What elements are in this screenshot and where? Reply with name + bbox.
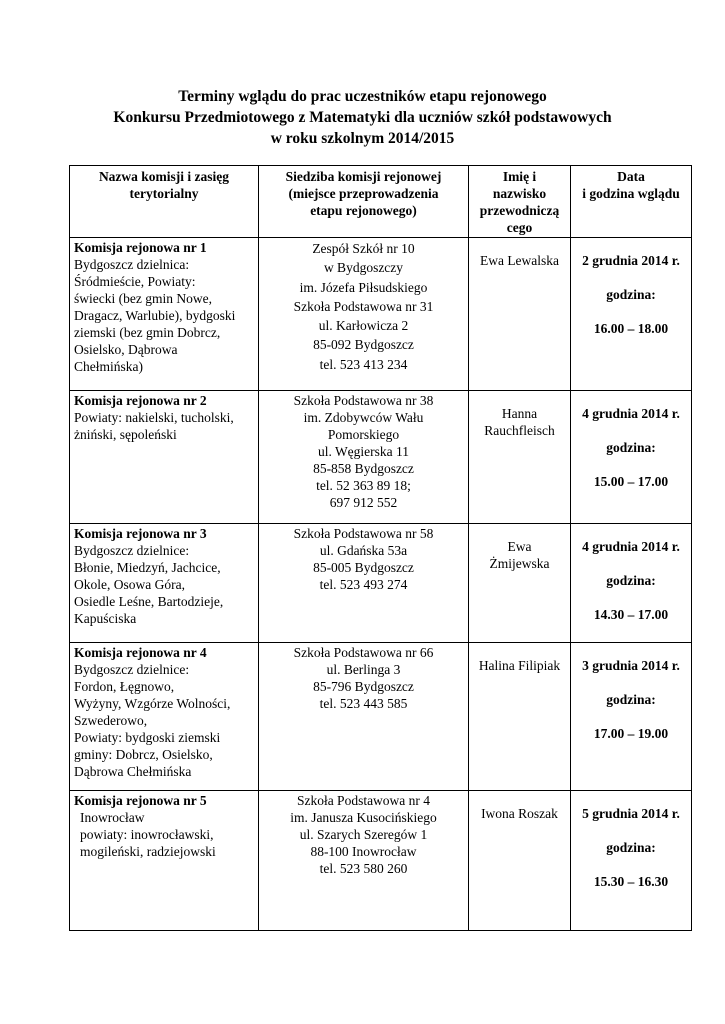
seat-line: 85-858 Bydgoszcz — [313, 461, 414, 476]
seat-line: ul. Szarych Szeregów 1 — [299, 827, 428, 842]
table-row — [70, 643, 692, 791]
header-text: (miejsce przeprowadzenia — [288, 186, 439, 201]
seat-line: ul. Węgierska 11 — [317, 444, 410, 459]
chair-cell — [469, 791, 571, 931]
seat-line: tel. 523 580 260 — [319, 861, 408, 876]
seat-line: Szkoła Podstawowa nr 58 — [293, 526, 434, 541]
header-text: Imię i — [502, 169, 537, 184]
header-text: Data — [617, 169, 645, 184]
table-row — [70, 791, 692, 931]
area-line: Powiaty: bydgoski ziemski — [74, 730, 221, 745]
chair-name: Ewa — [507, 539, 532, 554]
seat-line: im. Józefa Piłsudskiego — [299, 279, 428, 295]
area-line: gminy: Dobrcz, Osielsko, — [74, 747, 213, 762]
seat-cell — [259, 391, 469, 524]
header-text: cego — [506, 220, 533, 235]
seat-cell — [259, 791, 469, 931]
table-row — [70, 391, 692, 524]
date-cell — [571, 524, 692, 643]
schedule-table — [69, 165, 692, 931]
area-line: Okole, Osowa Góra, — [74, 577, 185, 592]
seat-line: ul. Karłowicza 2 — [318, 318, 409, 334]
area-line: mogileński, radziejowski — [80, 844, 216, 859]
date-cell — [571, 643, 692, 791]
hours-value: 15.00 – 17.00 — [593, 474, 669, 489]
commission-cell — [70, 791, 259, 931]
area-line: Szwederowo, — [74, 713, 148, 728]
document-title — [0, 86, 725, 149]
date-cell — [571, 238, 692, 391]
seat-line: 697 912 552 — [329, 495, 398, 510]
header-text: etapu rejonowego) — [310, 203, 417, 218]
seat-line: tel. 523 493 274 — [319, 577, 408, 592]
commission-name: Komisja rejonowa nr 3 — [74, 526, 207, 541]
seat-line: Szkoła Podstawowa nr 66 — [293, 645, 434, 660]
area-line: Dragacz, Warlubie), bydgoski — [74, 308, 236, 323]
chair-cell — [469, 524, 571, 643]
area-line: Dąbrowa Chełmińska — [74, 764, 192, 779]
seat-line: 85-796 Bydgoszcz — [313, 679, 414, 694]
area-line: Osielsko, Dąbrowa — [74, 342, 178, 357]
area-line: Śródmieście, Powiaty: — [74, 274, 196, 289]
area-line: Kapuścisk​a — [74, 611, 137, 626]
seat-line: 85-005 Bydgoszcz — [313, 560, 414, 575]
seat-line: Zespół Szkół nr 10 — [312, 241, 415, 256]
commission-cell — [70, 238, 259, 391]
seat-line: Pomorskiego — [327, 427, 400, 442]
table-header-row — [70, 166, 692, 238]
hours-value: 14.30 – 17.00 — [593, 607, 669, 622]
area-line: Bydgoszcz dzielnice: — [74, 543, 190, 558]
title-line-1: Terminy wglądu do prac uczestników etapu rejonowego — [178, 88, 547, 105]
area-line: Bydgoszcz dzielnice: — [74, 662, 190, 677]
hour-label: godzina: — [606, 440, 656, 455]
date-value: 4 grudnia 2014 r. — [582, 406, 680, 421]
area-line: powiaty: inowrocławski, — [80, 827, 214, 842]
area-line: ziemski (bez gmin Dobrcz, — [74, 325, 221, 340]
hour-label: godzina: — [606, 692, 656, 707]
header-seat — [259, 166, 469, 238]
date-value: 5 grudnia 2014 r. — [582, 806, 680, 821]
seat-cell — [259, 643, 469, 791]
area-line: Fordon, Łęgnowo, — [74, 679, 175, 694]
seat-line: Szkoła Podstawowa nr 4 — [296, 793, 431, 808]
date-value: 2 grudnia 2014 r. — [582, 253, 680, 268]
seat-line: 85-092 Bydgoszcz — [313, 337, 414, 353]
chair-name: Halina Filipiak — [478, 658, 561, 673]
hour-label: godzina: — [606, 287, 656, 302]
seat-line: tel. 523 413 234 — [319, 356, 408, 372]
header-text: przewodniczą — [479, 203, 560, 218]
area-line: świecki (bez gmin Nowe, — [74, 291, 212, 306]
seat-line: 88-100 Inowrocław — [310, 844, 417, 859]
commission-cell — [70, 643, 259, 791]
chair-cell — [469, 643, 571, 791]
chair-name: Iwona Roszak — [481, 806, 558, 821]
header-text: Siedziba komisji rejonowej — [285, 169, 442, 184]
header-text: i godzina wglądu — [582, 186, 680, 201]
seat-line: im. Zdobywców Wału — [303, 410, 424, 425]
area-line: Bydgoszcz dzielnica: — [74, 257, 190, 272]
commission-cell — [70, 524, 259, 643]
seat-line: w Bydgoszczy — [323, 260, 404, 276]
date-value: 3 grudnia 2014 r. — [582, 658, 680, 673]
title-line-2: Konkursu Przedmiotowego z Matematyki dla uczniów szkół podstawowych — [113, 109, 612, 126]
header-date — [571, 166, 692, 238]
area-line: Osiedle Leśne, Bartodzieje, — [74, 594, 224, 609]
seat-line: ul. Gdańska 53a — [319, 543, 408, 558]
area-line: Wyżyny, Wzgórze Wolności, — [74, 696, 231, 711]
seat-line: im. Janusza Kusocińskiego — [290, 810, 437, 825]
header-chair — [469, 166, 571, 238]
date-cell — [571, 391, 692, 524]
date-cell — [571, 791, 692, 931]
seat-cell — [259, 238, 469, 391]
hours-value: 16.00 – 18.00 — [593, 321, 669, 336]
header-text: nazwisko — [492, 186, 547, 201]
hours-value: 17.00 – 19.00 — [593, 726, 669, 741]
header-text: terytorialny — [129, 186, 199, 201]
chair-name: Żmijewska — [489, 556, 550, 571]
table-row — [70, 238, 692, 391]
seat-line: ul. Berlinga 3 — [326, 662, 401, 677]
header-text: Nazwa komisji i zasięg — [98, 169, 230, 184]
hours-value: 15.30 – 16.30 — [593, 874, 669, 889]
title-line-3: w roku szkolnym 2014/2015 — [270, 130, 455, 147]
area-line: żniński, sępoleński — [74, 427, 177, 442]
seat-line: Szkoła Podstawowa nr 38 — [293, 393, 434, 408]
commission-name: Komisja rejonowa nr 2 — [74, 393, 207, 408]
area-line: Błonie, Miedzyń, Jachcice, — [74, 560, 221, 575]
area-line: Chełmińska) — [74, 359, 143, 374]
area-line: Powiaty: nakielski, tucholski, — [74, 410, 234, 425]
chair-cell — [469, 238, 571, 391]
chair-cell — [469, 391, 571, 524]
seat-line: tel. 523 443 585 — [319, 696, 408, 711]
chair-name: Rauchfleisch — [484, 423, 555, 438]
commission-name: Komisja rejonowa nr 5 — [74, 793, 207, 808]
seat-cell — [259, 524, 469, 643]
header-commission — [70, 166, 259, 238]
commission-name: Komisja rejonowa nr 1 — [74, 240, 207, 255]
seat-line: tel. 52 363 89 18; — [316, 478, 411, 493]
commission-name: Komisja rejonowa nr 4 — [74, 645, 207, 660]
commission-cell — [70, 391, 259, 524]
hour-label: godzina: — [606, 840, 656, 855]
seat-line: Szkoła Podstawowa nr 31 — [293, 298, 434, 314]
hour-label: godzina: — [606, 573, 656, 588]
date-value: 4 grudnia 2014 r. — [582, 539, 680, 554]
chair-name: Hanna — [501, 406, 538, 421]
table-row — [70, 524, 692, 643]
chair-name: Ewa Lewalska — [479, 253, 560, 268]
area-line: Inowrocław — [80, 810, 145, 825]
